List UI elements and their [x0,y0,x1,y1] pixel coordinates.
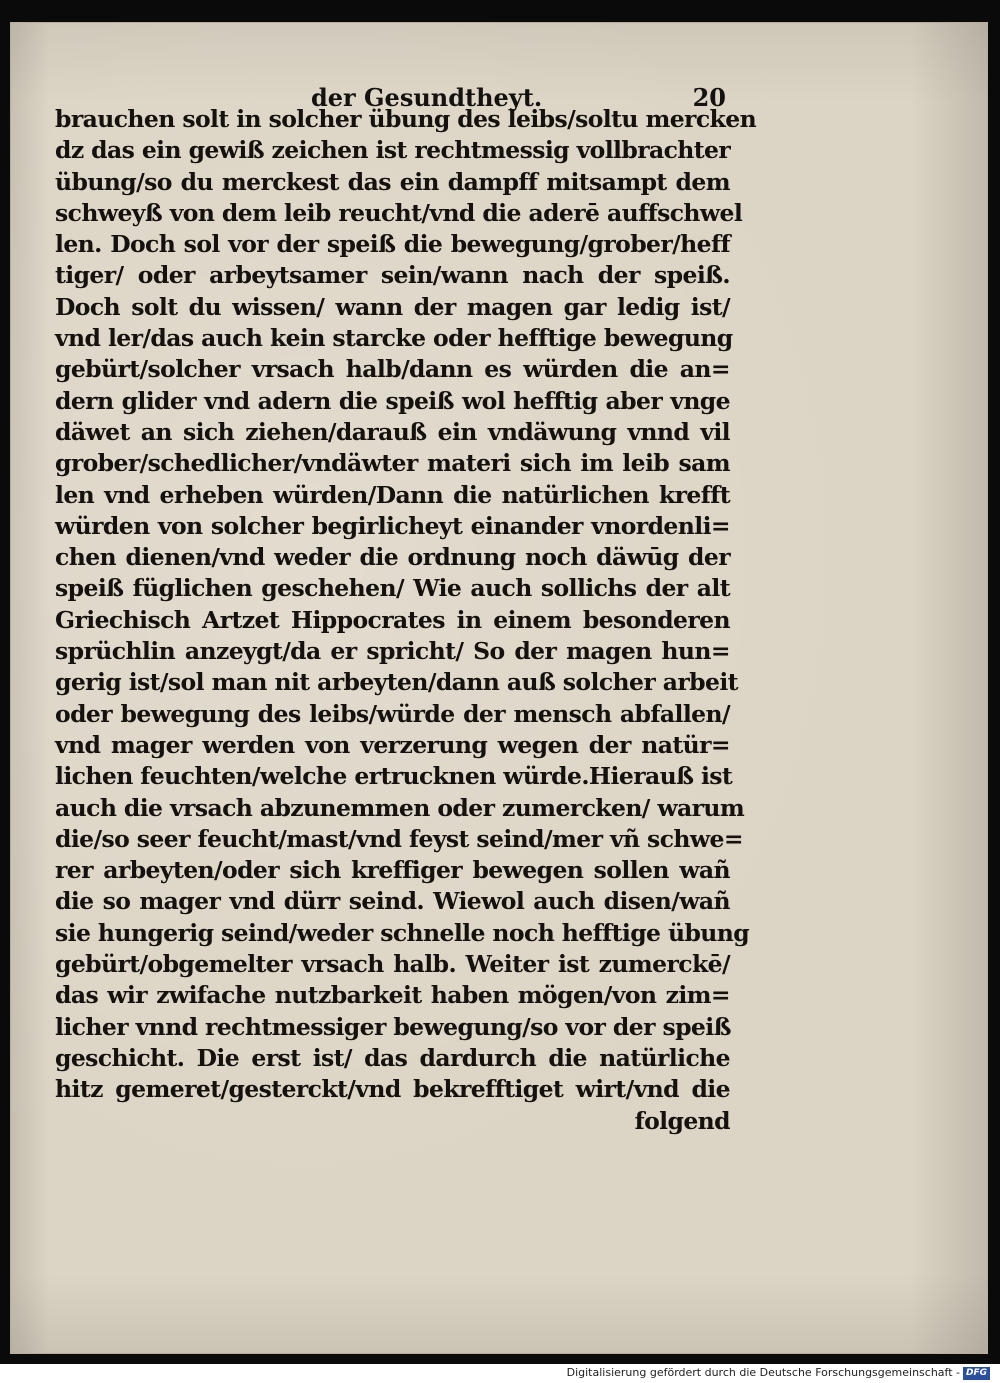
text-line: das wir zwifache nutzbarkeit haben mögen/von zim= [55,981,730,1010]
text-line: dz das ein gewiß zeichen ist rechtmessig vollbrachter [55,136,731,165]
text-line: sprüchlin anzeygt/da er spricht/ So der magen hun= [55,637,730,666]
text-line: dern glider vnd adern die speiß wol hefftig aber vnge [55,386,730,415]
text-line: schweyß von dem leib reucht/vnd die aderē auffschwel [55,198,743,227]
text-line: würden von solcher begirlicheyt einander vnordenli= [55,511,730,540]
text-block [55,104,757,1137]
text-line: grober/schedlicher/vndäwter materi sich im leib sam [55,449,730,478]
text-line: Doch solt du wissen/ wann der magen gar ledig ist/ [55,292,730,321]
text-line: vnd ler/das auch kein starcke oder hefftige bewegung [55,324,733,353]
text-line: len vnd erheben würden/Dann die natürlichen krefft [55,480,730,509]
text-line: Griechisch Artzet Hippocrates in einem besonderen [55,605,730,634]
text-line: die so mager vnd dürr seind. Wiewol auch disen/wañ [55,887,730,916]
text-line: tiger/ oder arbeytsamer sein/wann nach der speiß. [55,261,730,290]
text-line: speiß füglichen geschehen/ Wie auch sollichs der alt [55,574,730,603]
text-line: vnd mager werden von verzerung wegen der natür= [55,730,730,759]
text-line: gebürt/solcher vrsach halb/dann es würden die an= [55,355,730,384]
text-line: die/so seer feucht/mast/vnd feyst seind/mer vñ schwe= [55,824,743,853]
dfg-logo: DFG [963,1367,990,1380]
page-number: 20 [692,83,726,112]
text-line: übung/so du merckest das ein dampff mitsampt dem [55,167,730,196]
text-line: len. Doch sol vor der speiß die bewegung/grober/heff [55,230,730,259]
text-line: licher vnnd rechtmessiger bewegung/so vor der speiß [55,1012,731,1041]
text-line: brauchen solt in solcher übung des leibs/soltu mercken [55,105,757,133]
text-line: gebürt/obgemelter vrsach halb. Weiter ist zumerckē/ [55,950,730,979]
text-line: rer arbeyten/oder sich kreffiger bewegen sollen wañ [55,856,730,885]
running-head-title: der Gesundtheyt. [311,83,543,112]
text-line: folgend [634,1106,730,1135]
footer-credit: Digitalisierung gefördert durch die Deutsche Forschungsgemeinschaft - [566,1366,960,1379]
text-line: chen dienen/vnd weder die ordnung noch däwūg der [55,543,730,572]
text-line: sie hungerig seind/weder schnelle noch hefftige übung [55,918,750,947]
text-line: hitz gemeret/gesterckt/vnd bekrefftiget wirt/vnd die [55,1075,730,1104]
text-line: däwet an sich ziehen/darauß ein vndäwung vnnd vil [55,417,730,446]
text-line: gerig ist/sol man nit arbeyten/dann auß solcher arbeit [55,668,738,697]
text-line: lichen feuchten/welche ertrucknen würde.Hierauß ist [55,762,733,791]
text-line: geschicht. Die erst ist/ das dardurch die natürliche [55,1043,730,1072]
text-line: auch die vrsach abzunemmen oder zumercken/ warum [55,793,745,822]
text-line: oder bewegung des leibs/würde der mensch abfallen/ [55,699,730,728]
